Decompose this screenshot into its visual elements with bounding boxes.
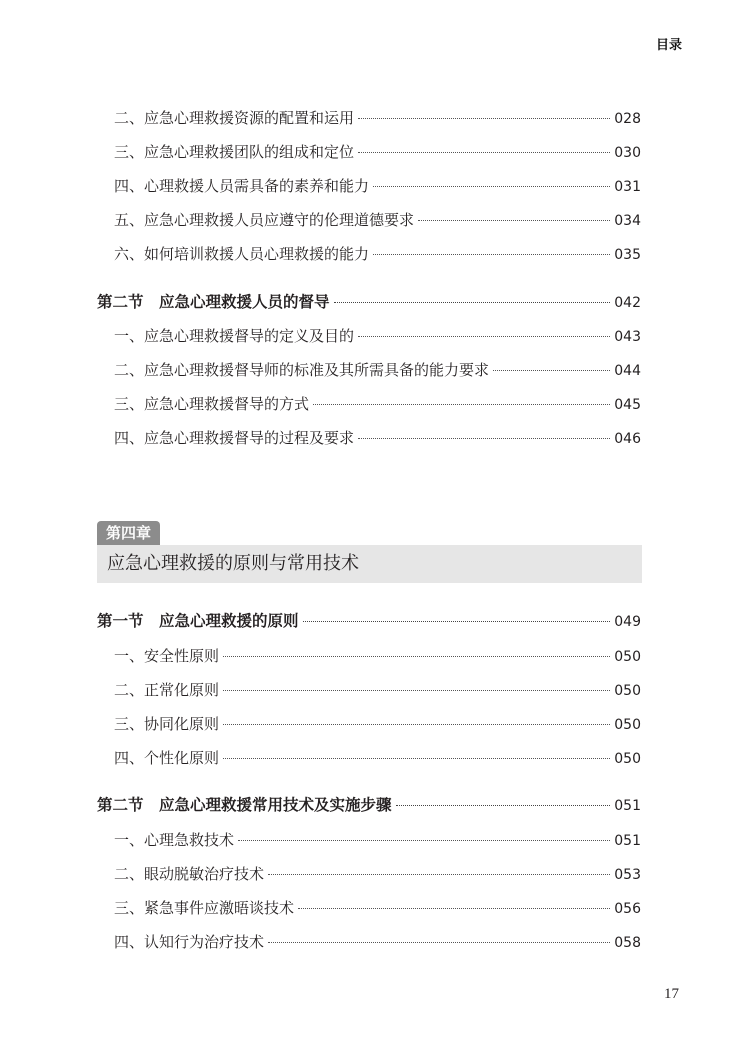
toc-entry[interactable]: [114, 898, 641, 919]
toc-entry-title: 四、应急心理救援督导的过程及要求: [114, 429, 355, 447]
running-header: 目录: [655, 38, 682, 53]
dot-leader: [238, 840, 610, 841]
toc-entry-title: 四、心理救援人员需具备的素养和能力: [114, 177, 370, 195]
toc-entry[interactable]: [114, 142, 641, 163]
toc-entry-title: 四、认知行为治疗技术: [114, 933, 265, 951]
toc-entry-page: 050: [614, 751, 641, 767]
dot-leader: [298, 908, 610, 909]
toc-section-page: 042: [614, 295, 641, 311]
toc-entry[interactable]: [114, 326, 641, 347]
toc-entry-page: 030: [614, 145, 641, 161]
dot-leader: [358, 118, 610, 119]
toc-section-title: 第二节 应急心理救援人员的督导: [97, 293, 330, 311]
toc-entry-title: 一、安全性原则: [114, 647, 220, 665]
toc-entry[interactable]: [114, 244, 641, 265]
chapter-badge: 第四章: [97, 521, 160, 545]
dot-leader: [373, 186, 610, 187]
dot-leader: [313, 404, 610, 405]
dot-leader: [396, 805, 611, 806]
toc-entry[interactable]: [114, 360, 641, 381]
toc-entry-page: 053: [614, 867, 641, 883]
toc-section[interactable]: [97, 795, 641, 816]
toc-entry-title: 一、应急心理救援督导的定义及目的: [114, 327, 355, 345]
toc-entry[interactable]: [114, 748, 641, 769]
dot-leader: [358, 438, 610, 439]
toc-entry-title: 五、应急心理救援人员应遵守的伦理道德要求: [114, 211, 415, 229]
dot-leader: [223, 656, 610, 657]
toc-entry-page: 058: [614, 935, 641, 951]
toc-section[interactable]: [97, 292, 641, 313]
toc-entry[interactable]: [114, 830, 641, 851]
toc-entry-page: 050: [614, 717, 641, 733]
chapter-title: 应急心理救援的原则与常用技术: [107, 553, 359, 574]
toc-entry-title: 四、个性化原则: [114, 749, 220, 767]
toc-section[interactable]: [97, 611, 641, 632]
toc-section-page: 049: [614, 614, 641, 630]
toc-entry[interactable]: [114, 646, 641, 667]
toc-entry-page: 056: [614, 901, 641, 917]
toc-entry[interactable]: [114, 428, 641, 449]
toc-entry-title: 二、正常化原则: [114, 681, 220, 699]
toc-entry-title: 三、应急心理救援督导的方式: [114, 395, 310, 413]
toc-entry[interactable]: [114, 394, 641, 415]
toc-section-title: 第二节 应急心理救援常用技术及实施步骤: [97, 796, 392, 814]
toc-entry-page: 050: [614, 649, 641, 665]
toc-entry-page: 044: [614, 363, 641, 379]
toc-entry[interactable]: [114, 714, 641, 735]
dot-leader: [418, 220, 610, 221]
toc-entry-title: 二、应急心理救援督导师的标准及其所需具备的能力要求: [114, 361, 490, 379]
toc-entry[interactable]: [114, 108, 641, 129]
dot-leader: [223, 690, 610, 691]
dot-leader: [303, 621, 611, 622]
dot-leader: [358, 336, 610, 337]
toc-entry-title: 六、如何培训救援人员心理救援的能力: [114, 245, 370, 263]
toc-entry[interactable]: [114, 932, 641, 953]
toc-entry-title: 一、心理急救技术: [114, 831, 235, 849]
toc-entry-page: 045: [614, 397, 641, 413]
toc-entry-title: 二、眼动脱敏治疗技术: [114, 865, 265, 883]
toc-entry-page: 051: [614, 833, 641, 849]
toc-entry-title: 二、应急心理救援资源的配置和运用: [114, 109, 355, 127]
dot-leader: [268, 942, 610, 943]
toc-entry-title: 三、协同化原则: [114, 715, 220, 733]
toc-entry[interactable]: [114, 680, 641, 701]
toc-entry-page: 034: [614, 213, 641, 229]
toc-entry-page: 035: [614, 247, 641, 263]
dot-leader: [334, 302, 611, 303]
toc-entry-page: 028: [614, 111, 641, 127]
dot-leader: [223, 724, 610, 725]
toc-entry-page: 031: [614, 179, 641, 195]
page-number: 17: [664, 986, 679, 1002]
toc-entry-page: 050: [614, 683, 641, 699]
toc-entry[interactable]: [114, 864, 641, 885]
dot-leader: [223, 758, 610, 759]
toc-entry-page: 043: [614, 329, 641, 345]
chapter-title-bar[interactable]: [97, 545, 642, 583]
toc-entry-page: 046: [614, 431, 641, 447]
toc-entry[interactable]: [114, 210, 641, 231]
dot-leader: [493, 370, 610, 371]
toc-section-page: 051: [614, 798, 641, 814]
toc-entry-title: 三、应急心理救援团队的组成和定位: [114, 143, 355, 161]
toc-entry[interactable]: [114, 176, 641, 197]
dot-leader: [373, 254, 610, 255]
dot-leader: [358, 152, 610, 153]
toc-section-title: 第一节 应急心理救援的原则: [97, 612, 299, 630]
dot-leader: [268, 874, 610, 875]
toc-entry-title: 三、紧急事件应激晤谈技术: [114, 899, 295, 917]
